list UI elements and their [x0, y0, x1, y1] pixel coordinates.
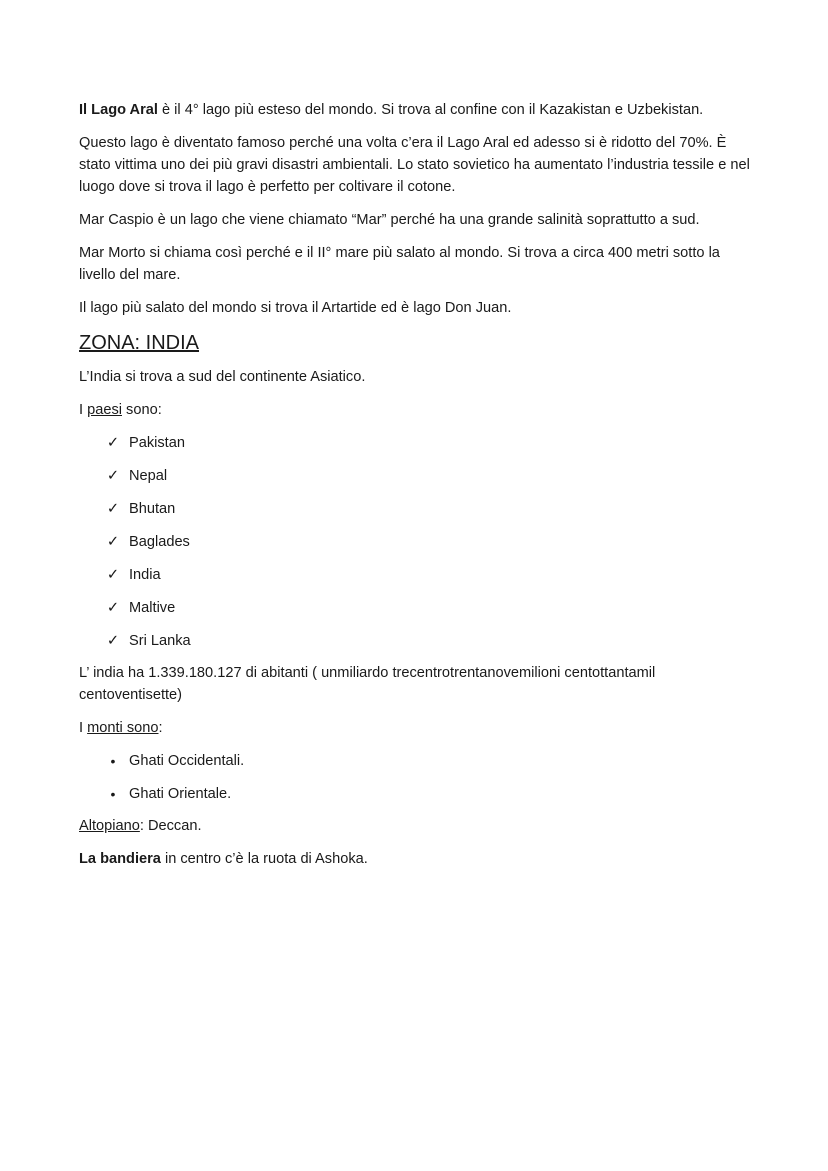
paragraph-population: L’ india ha 1.339.180.127 di abitanti ( unmiliardo trecentrotrentanovemilioni centottantamil centoventisette): [79, 665, 656, 703]
check-icon: ✓: [106, 501, 120, 517]
document-page: [79, 99, 759, 881]
section-heading: ZONA: INDIA: [79, 332, 200, 354]
paragraph-caspio: Mar Caspio è un lago che viene chiamato “Mar” perché ha una grande salinità soprattutto a sud.: [79, 212, 700, 228]
paragraph-salato: Il lago più salato del mondo si trova il Artartide ed è lago Don Juan.: [79, 300, 512, 316]
country-name: Maltive: [129, 600, 176, 616]
paragraph-famous: Questo lago è diventato famoso perché una volta c’era il Lago Aral ed adesso si è ridotto del 70%. È stato vittima uno dei più gravi disastri ambientali. Lo stato sovietico ha aumentato l’industria tessile e nel luogo dove si trova il lago è perfetto per coltivare il cotone.: [79, 135, 750, 195]
paragraph-morto: Mar Morto si chiama così perché e il II° mare più salato al mondo. Si trova a circa 400 metri sotto la livello del mare.: [79, 245, 720, 283]
altopiano-value: : Deccan.: [139, 818, 202, 834]
paesi-link: paesi: [87, 402, 122, 418]
country-name: Pakistan: [129, 435, 185, 451]
mountain-name: Ghati Occidentali.: [129, 753, 245, 769]
check-icon: ✓: [106, 600, 120, 616]
list-item: [79, 597, 759, 630]
country-name: Sri Lanka: [129, 633, 191, 649]
list-item: [79, 630, 759, 660]
bandiera-title: La bandiera: [79, 851, 161, 867]
list-item: [79, 783, 759, 813]
bullet-icon: •: [110, 753, 116, 769]
paragraph-paesi: [79, 399, 759, 421]
list-item: [79, 432, 759, 465]
paragraph-monti: [79, 717, 759, 739]
list-item: [79, 564, 759, 597]
country-name: Baglades: [129, 534, 190, 550]
paesi-prefix: I: [79, 402, 88, 418]
paragraph-aral: [79, 99, 759, 121]
monti-suffix: :: [158, 720, 163, 736]
country-name: Bhutan: [129, 501, 176, 517]
check-icon: ✓: [106, 534, 120, 550]
paragraph-altopiano: [79, 815, 759, 837]
aral-text: è il 4° lago più esteso del mondo. Si trova al confine con il Kazakistan e Uzbekistan.: [157, 102, 704, 118]
bullet-icon: •: [110, 786, 116, 802]
country-name: India: [129, 567, 161, 583]
aral-title: Il Lago Aral: [79, 102, 158, 118]
monti-link: monti sono: [87, 720, 159, 736]
list-item: [79, 531, 759, 564]
list-item: [79, 465, 759, 498]
check-icon: ✓: [106, 468, 120, 484]
mountain-name: Ghati Orientale.: [129, 786, 232, 802]
altopiano-label: Altopiano: [79, 818, 140, 834]
list-item: [79, 750, 759, 783]
monti-prefix: I: [79, 720, 88, 736]
check-icon: ✓: [106, 633, 120, 649]
country-list: [79, 432, 759, 660]
paragraph-india-intro: L’India si trova a sud del continente Asiatico.: [79, 369, 366, 385]
country-name: Nepal: [129, 468, 168, 484]
bandiera-text: in centro c’è la ruota di Ashoka.: [160, 851, 368, 867]
mountain-list: [79, 750, 759, 813]
paesi-suffix: sono:: [122, 402, 162, 418]
list-item: [79, 498, 759, 531]
paragraph-bandiera: [79, 848, 759, 870]
check-icon: ✓: [106, 567, 120, 583]
check-icon: ✓: [106, 435, 120, 451]
